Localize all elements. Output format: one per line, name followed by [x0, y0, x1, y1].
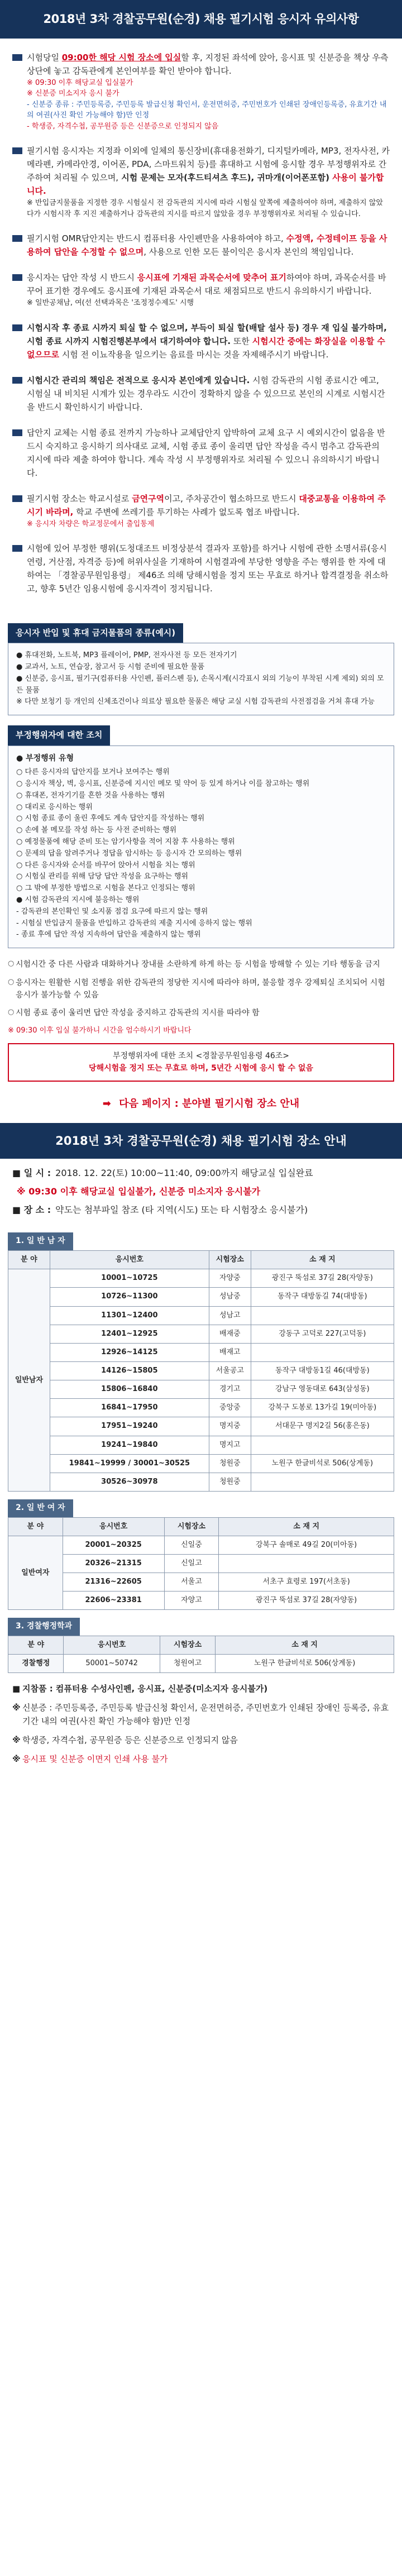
notice-sub: ※ 응시자 차량은 학교정문에서 출입통제 [27, 519, 155, 528]
table-cell: 22606~23381 [63, 1592, 164, 1610]
bottom-note-text: 신분증 : 주민등록증, 주민등록 발급신청 확인서, 운전면허증, 주민번호가 인쇄된 장애인 등록증, 유효기간 내의 여권(사진 확인 가능해야 함)만 인정 [22, 1703, 389, 1727]
notice-item [12, 271, 390, 309]
cheat-item: ○ 그 밖에 부정한 방법으로 시험을 본다고 인정되는 행위 [16, 884, 195, 893]
table-cell: 배재중 [209, 1325, 251, 1343]
notice-text-part: 할 후, 지정된 좌석에 앉아, 응시표 및 신분증을 책상 우측 상단에 놓고 감독관에게 본인여부를 확인 받아야 합니다. [27, 52, 389, 76]
notice-text-part: 시험 감독관의 시험 종료시간 예고, 시험실 내 비치된 시계가 있는 경우라도 시간이 정확하지 않을 수 있으므로 본인의 시계로 시험시간을 반드시 확인하시기 바랍니다. [27, 375, 385, 412]
bottom-note [12, 1733, 390, 1747]
table-row [8, 1399, 394, 1417]
table-cell: 광진구 뚝섬로 37길 28(자양동) [251, 1269, 394, 1288]
promo-item [8, 1007, 394, 1019]
table-row [8, 1655, 394, 1673]
table-general-female [8, 1517, 394, 1610]
square-bullet-icon [12, 54, 22, 61]
cheat-footer-line1: 부정행위자에 대한 조치 <경찰공무원임용령 46조> [112, 1051, 290, 1060]
table-row [8, 1380, 394, 1399]
table-header-cell: 소 재 지 [219, 1517, 394, 1536]
notice-text-part: 필기시험 OMR답안지는 반드시 컴퓨터용 사인펜만을 사용하여야 하고, [27, 233, 286, 244]
cheat-lines [16, 767, 386, 941]
notice-text-part: 하여야 하며, 과목순서를 바꾸어 표기한 경우에도 응시표에 기재된 과목순서 대로 채점되므로 반드시 유의하시기 바랍니다. [27, 273, 386, 297]
notice-text [27, 144, 390, 198]
notice-text [27, 321, 390, 361]
table-header-cell: 분 야 [8, 1517, 63, 1536]
promo-list [8, 958, 394, 1020]
next-page-link[interactable] [0, 1096, 402, 1112]
table-row [8, 1417, 394, 1436]
notice-text-part: 09:00한 해당 시험 장소에 입실 [61, 52, 181, 63]
table-cell: 광진구 뚝섬로 37길 28(자양동) [219, 1592, 394, 1610]
notice-body [27, 426, 390, 480]
table-cell: 경기고 [209, 1380, 251, 1399]
notice-sub: ※ 09:30 이후 해당교실 입실불가 [27, 78, 133, 87]
table-cell: 자양중 [209, 1269, 251, 1288]
table-row [8, 1325, 394, 1343]
table-header-cell: 시험장소 [164, 1517, 219, 1536]
notice-text-part: 시험당일 [27, 52, 62, 63]
next-page-label: 다음 페이지 : 분야별 필기시험 장소 안내 [119, 1097, 300, 1110]
table1-head [8, 1232, 394, 1250]
notice-item [12, 426, 390, 480]
notice-body [27, 492, 390, 530]
notice-text-part: 응시자는 답안 작성 시 반드시 [27, 273, 137, 283]
notice-text-part: 답안지 교체는 시험 종료 전까지 가능하나 교체답안지 압박하여 교체 요구 시 예외시간이 없음을 반드시 숙지하고 응시하기 의사대로 교체, 시험 종료 종이 울리면 답안 작성을 즉시 멈추고 감독관의 지시에 따라 제출 하여야 합니다. 계속 작성 시 부정행위자로 처리될 수 있으니 유의하시기 바랍니다. [27, 427, 385, 478]
square-bullet-icon [12, 324, 22, 331]
promo-item [8, 958, 394, 971]
table3-tag: 3. 경찰행정학과 [8, 1618, 80, 1636]
notice-text-part: 시험 문제는 모자(후드티셔츠 후드), 귀마개(이어폰포함) [118, 173, 333, 183]
table-cell: 17951~19240 [50, 1417, 209, 1436]
promo-item [8, 977, 394, 1002]
table-cell: 강북구 도봉로 13가길 19(미아동) [251, 1399, 394, 1417]
info-value: ※ 09:30 이후 해당교실 입실불가, 신분증 미소지자 응시불가 [17, 1186, 261, 1197]
bottom-notes [0, 1673, 402, 1782]
place-banner: 2018년 3차 경찰공무원(순경) 채용 필기시험 장소 안내 [0, 1123, 402, 1159]
table-cell: 노원구 한글비석로 506(상계동) [216, 1655, 394, 1673]
cheat-item: - 종료 후에 답안 작성 지속하여 답안을 제출하지 않는 행위 [16, 930, 201, 939]
table3-head [8, 1618, 394, 1636]
table-cell [219, 1554, 394, 1573]
table-row [8, 1343, 394, 1361]
table-cell: 성남고 [209, 1306, 251, 1325]
promo-text: 시험 종료 종이 울리면 답안 작성을 중지하고 감독관의 지시를 따라야 함 [16, 1009, 260, 1018]
info-label: ■ 장 소 : [12, 1204, 51, 1215]
page-banner: 2018년 3차 경찰공무원(순경) 채용 필기시험 응시자 유의사항 [0, 0, 402, 39]
table-cell: 10726~11300 [50, 1288, 209, 1306]
cheat-item: ○ 시험 종료 종이 울린 후에도 계속 답안지를 작성하는 행위 [16, 814, 205, 823]
promo-text: 응시자는 원활한 시험 진행을 위한 감독관의 정당한 지시에 따라야 하며, 불응할 경우 강제퇴실 조치되어 시험 응시가 불가능할 수 있음 [16, 978, 385, 1000]
bottom-note [12, 1752, 390, 1766]
table-cell: 30526~30978 [50, 1473, 209, 1491]
bottom-note-text: 지참품 : 컴퓨터용 수성사인펜, 응시표, 신분증(미소지자 응시불가) [22, 1684, 268, 1694]
cheat-item: ○ 손에 볼 메모를 작성 하는 등 사전 준비하는 행위 [16, 826, 177, 835]
table-cell: 14126~15805 [50, 1362, 209, 1380]
table-header-cell: 분 야 [8, 1251, 50, 1269]
bottom-note-mark: ■ [12, 1684, 21, 1694]
table-header-cell: 응시번호 [63, 1517, 164, 1536]
notice-text-part: , 사용으로 인한 모든 불이익은 응시자 본인의 책임입니다. [143, 247, 354, 257]
table-cell: 청원중 [209, 1454, 251, 1473]
notice-list [0, 39, 402, 614]
table-cell: 16841~17950 [50, 1399, 209, 1417]
notice-text-part: 일체의 통신장비(휴대용전화기, 디지털카메라, MP3, 전자사전, 카메라펜, 카메라안경, 이어폰, PDA, 스마트워치 등)를 휴대하고 시험에 응시할 경우 부정행위자로 간주하여 처리될 수 있으며, [27, 146, 390, 183]
circle-bullet-icon: ○ [8, 977, 15, 986]
table-cell [251, 1343, 394, 1361]
notice-item [12, 492, 390, 530]
notice-text-part: 시험시작 후 종료 시까지 퇴실 할 수 없으며, 부득이 퇴실 할(배탈 설사 등) 경우 재 입실 불가하며, 시험 종료 시까지 시험진행본부에서 대기하여야 합니다. [27, 322, 387, 346]
table-cell: 강동구 고덕로 227(고덕동) [251, 1325, 394, 1343]
table-row [8, 1573, 394, 1592]
notice-text-part: 응시표에 기재된 과목순서에 맞추어 표기 [137, 273, 286, 283]
table-row [8, 1269, 394, 1288]
notice-item [12, 374, 390, 414]
notice-body [27, 51, 390, 132]
cheat-item: - 시험실 반입금지 물품을 반입하고 감독관의 제출 지시에 응하지 않는 행위 [16, 919, 252, 928]
table-police-admin [8, 1636, 394, 1673]
table-row [8, 1473, 394, 1491]
table-cell: 11301~12400 [50, 1306, 209, 1325]
table-row [8, 1288, 394, 1306]
square-bullet-icon [12, 147, 22, 154]
bottom-note [12, 1701, 390, 1728]
notice-text [27, 232, 390, 259]
banned-box [8, 643, 394, 715]
table-row [8, 1362, 394, 1380]
table-cell: 10001~10725 [50, 1269, 209, 1288]
cheat-item: ○ 대리로 응시하는 행위 [16, 802, 93, 811]
promo-note: ※ 09:30 이후 입실 불가하니 시간을 엄수하시기 바랍니다 [8, 1026, 192, 1035]
cheat-item: ○ 다른 응시자와 순서를 바꾸어 앉아서 시험을 치는 행위 [16, 861, 195, 869]
table-cell: 명지중 [209, 1417, 251, 1436]
notice-text-part: 금연구역 [132, 493, 165, 504]
table-cell: 성남중 [209, 1288, 251, 1306]
table-cell: 명지고 [209, 1436, 251, 1454]
cheat-section-head [8, 725, 394, 745]
banned-tag: 응시자 반입 및 휴대 금지물품의 종류(예시) [8, 623, 183, 643]
table-cell: 배재고 [209, 1343, 251, 1361]
table-row [8, 1306, 394, 1325]
table-cell [251, 1473, 394, 1491]
notice-sub: ※ 일반공채남, 여(선 선택과목은 '조정정수제도' 시행 [27, 299, 194, 308]
square-bullet-icon [12, 274, 22, 281]
notice-text-part: 수정액, 수정테이프 등을 사용하여 답안을 수정할 수 없으며 [27, 233, 387, 257]
info-label: ■ 일 시 : [12, 1168, 51, 1179]
info-row [12, 1203, 390, 1217]
bottom-note-mark: ※ [12, 1735, 21, 1746]
notice-text [27, 492, 390, 519]
notice-body [27, 542, 390, 595]
square-bullet-icon [12, 545, 22, 552]
notice-text-part: 시험에 있어 부정한 행위(도청대조트 비정상분석 결과자 포함)를 하거나 시험에 관한 소명서류(응시연령, 거산점, 자격증 등)에 허위사실을 기재하여 시험결과에 부당한 영향을 주는 행위를 한 자에 대하여는 「경찰공무원임용령」 제46조 의해 당해시험을 정지 또는 무효로 하거나 합격결정을 취소하고, 향후 5년간 임용시험에 응시자격이 정지됩니다. [27, 543, 389, 594]
table1-tag: 1. 일 반 남 자 [8, 1232, 73, 1250]
table-header-cell: 분 야 [8, 1636, 64, 1655]
table-cell: 청원중 [209, 1473, 251, 1491]
table-cell: 강남구 영동대로 643(삼성동) [251, 1380, 394, 1399]
table-cell: 19841~19999 / 30001~30525 [50, 1454, 209, 1473]
notice-item [12, 542, 390, 595]
notice-text [27, 542, 390, 595]
bottom-note-mark: ※ [12, 1754, 21, 1765]
cheat-item: ○ 다른 응시자의 답안지를 보거나 보여주는 행위 [16, 768, 170, 777]
table2-tag: 2. 일 반 여 자 [8, 1499, 73, 1517]
table-cell: 12401~12925 [50, 1325, 209, 1343]
table-cell: 경찰행정 [8, 1655, 64, 1673]
notice-item [12, 51, 390, 132]
notice-text-part: 필기시험 장소는 학교시설로 [27, 493, 132, 504]
cheat-box [8, 745, 394, 949]
banned-item: ● 신분증, 응시표, 필기구(컴퓨터용 사인펜, 플러스펜 등), 손목시계(시각표시 외의 기능이 부착된 시계 제외) 외의 모든 물품 [16, 674, 384, 695]
notice-item [12, 144, 390, 219]
cheat-head: ● 부정행위 유형 [16, 753, 74, 763]
notice-sub: ※ 반입금지물품을 지정한 경우 시험실시 전 감독관의 지시에 따라 시험실 앞쪽에 제출하여야 하며, 제출하지 않았다가 시험시작 후 지진 제출하거나 감독관의 지시를 따르지 않았을 경우 부정행위자로 처리될 수 있습니다. [27, 199, 383, 218]
table-header-cell: 응시번호 [64, 1636, 160, 1655]
banned-item: ※ 다만 보청기 등 개인의 신체조건이나 의료상 필요한 물품은 해당 교실 시험 감독관의 사전점검을 거쳐 휴대 가능 [16, 697, 375, 706]
notice-text-part: 필기시험 응시자는 지정좌 이외에 [27, 146, 151, 156]
square-bullet-icon [12, 429, 22, 436]
table-category-cell: 일반남자 [8, 1269, 50, 1492]
table-cell: 신일중 [164, 1536, 219, 1554]
bottom-note-mark: ※ [12, 1703, 21, 1713]
cheat-item: ○ 문제의 답을 알려주거나 정답을 암시하는 등 응시자 간 모의하는 행위 [16, 849, 242, 858]
table-general-male [8, 1250, 394, 1492]
table-cell: 21316~22605 [63, 1573, 164, 1592]
bottom-note-text: 학생증, 자격수첩, 공무원증 등은 신분증으로 인정되지 않음 [22, 1735, 238, 1746]
circle-bullet-icon: ○ [8, 959, 15, 968]
notice-sub: ※ 신분증 미소지자 응시 불가 [27, 89, 119, 98]
info-value: 2018. 12. 22(토) 10:00~11:40, 09:00까지 해당교실 입실완료 [55, 1168, 313, 1179]
notice-text-part: 사용이 불가합니다. [27, 173, 384, 197]
table-cell: 서울고 [164, 1573, 219, 1592]
table-cell: 12926~14125 [50, 1343, 209, 1361]
notice-sub: - 신분증 종류 : 주민등록증, 주민등록 발급신청 확인서, 운전면허증, 주민번호가 인쇄된 장애인등록증, 유효기간 내의 여권(사진 확인 가능해야 함)만 인정 [27, 100, 387, 120]
table-row [8, 1554, 394, 1573]
circle-bullet-icon: ○ [8, 1008, 15, 1017]
bottom-note-text: 응시표 및 신분증 이면지 인쇄 사용 불가 [22, 1754, 168, 1765]
table-header-row [8, 1517, 394, 1536]
notice-text [27, 51, 390, 78]
notice-text-part: 또한 [231, 336, 252, 346]
notice-text [27, 426, 390, 480]
notice-body [27, 321, 390, 361]
table2-head [8, 1499, 394, 1517]
cheat-item: ○ 예정물품에 해당 준비 또는 암기사항을 적어 지참 후 사용하는 행위 [16, 838, 235, 846]
notice-text-part: 학교 주변에 쓰레기를 투기하는 사례가 없도록 협조 바랍니다. [73, 506, 300, 517]
info-value: 약도는 첨부파일 참조 (타 지역(시도) 또는 타 시험장소 응시불가) [55, 1204, 308, 1215]
table-cell: 19241~19840 [50, 1436, 209, 1454]
banned-section-head [8, 623, 394, 643]
notice-text-part: 시험 전 이뇨작용을 일으키는 음료를 마시는 것을 자제해주시기 바랍니다. [59, 349, 329, 360]
table-row [8, 1436, 394, 1454]
square-bullet-icon [12, 377, 22, 384]
banned-item: ● 휴대전화, 노트북, MP3 플레이어, PMP, 전자사전 등 모든 전자기기 [16, 651, 237, 660]
table-cell: 서대문구 명지2길 56(홍은동) [251, 1417, 394, 1436]
table-header-row [8, 1636, 394, 1655]
table-cell: 동작구 대방동길 74(대방동) [251, 1288, 394, 1306]
table-header-cell: 소 재 지 [216, 1636, 394, 1655]
notice-sub: - 학생증, 자격수첩, 공무원증 등은 신분증으로 인정되지 않음 [27, 122, 219, 131]
info-row [12, 1167, 390, 1181]
cheat-footer-box [8, 1043, 394, 1082]
arrow-right-icon: ➡ [102, 1097, 111, 1110]
notice-text-part: 시험시간 관리의 책임은 전적으로 응시자 본인에게 있습니다. [27, 375, 250, 385]
notice-item [12, 321, 390, 361]
cheat-item: ○ 응시자 책상, 벽, 응시표, 신분증에 지시인 메모 및 약어 등 있게 하거나 이를 참고하는 행위 [16, 780, 310, 788]
notice-text [27, 271, 390, 298]
cheat-tag: 부정행위자에 대한 조치 [8, 725, 110, 745]
cheat-item: ○ 휴대폰, 전자기기를 흔한 것을 사용하는 행위 [16, 791, 165, 800]
table-cell: 중앙중 [209, 1399, 251, 1417]
table-category-cell: 일반여자 [8, 1536, 63, 1610]
square-bullet-icon [12, 235, 22, 242]
table-row [8, 1592, 394, 1610]
promo-text: 시험시간 중 다른 사람과 대화하거나 장내를 소란하게 하게 하는 등 시험을 방해할 수 있는 기타 행동을 금지 [16, 960, 380, 969]
banned-item: ● 교과서, 노트, 연습장, 참고서 등 시험 준비에 필요한 물품 [16, 663, 205, 672]
table-cell: 50001~50742 [64, 1655, 160, 1673]
notice-item [12, 232, 390, 259]
table-header-cell: 시험장소 [160, 1636, 215, 1655]
table-cell: 서초구 효령로 197(서초동) [219, 1573, 394, 1592]
table-header-cell: 응시번호 [50, 1251, 209, 1269]
notice-body [27, 232, 390, 259]
table-cell [251, 1436, 394, 1454]
exam-info [0, 1159, 402, 1225]
table-cell: 노원구 한글비석로 506(상계동) [251, 1454, 394, 1473]
table-cell: 동작구 대방동1길 46(대방동) [251, 1362, 394, 1380]
table-cell: 자양고 [164, 1592, 219, 1610]
cheat-footer-line2: 당해시험을 정지 또는 무효로 하며, 5년간 시험에 응시 할 수 없음 [89, 1064, 313, 1073]
table-cell: 신일고 [164, 1554, 219, 1573]
table-cell: 강북구 솔매로 49길 20(미아동) [219, 1536, 394, 1554]
table-cell: 20326~21315 [63, 1554, 164, 1573]
table-cell: 서울공고 [209, 1362, 251, 1380]
table-cell [251, 1306, 394, 1325]
notice-text-part: 이고, 주차공간이 협소하므로 반드시 [164, 493, 299, 504]
square-bullet-icon [12, 495, 22, 502]
notice-body [27, 271, 390, 309]
table-row [8, 1536, 394, 1554]
cheat-item: ● 시험 감독관의 지시에 불응하는 행위 [16, 895, 140, 904]
notice-body [27, 144, 390, 219]
notice-text-part: 시험시간 중에는 화장실을 이용할 수 없으므로 [27, 336, 385, 360]
info-row [12, 1185, 390, 1199]
table-header-cell: 소 재 지 [251, 1251, 394, 1269]
cheat-item: ○ 시험실 관리를 위해 담당 답안 작성을 요구하는 행위 [16, 872, 189, 881]
table-header-row [8, 1251, 394, 1269]
table-header-cell: 시험장소 [209, 1251, 251, 1269]
notice-text [27, 374, 390, 414]
cheat-item: - 감독관의 본인확인 및 소지품 점검 요구에 따르지 않는 행위 [16, 907, 208, 916]
table-cell: 20001~20325 [63, 1536, 164, 1554]
bottom-note [12, 1682, 390, 1695]
table-cell: 청원여고 [160, 1655, 215, 1673]
table-row [8, 1454, 394, 1473]
notice-text-part: 대중교통을 이용하여 주시기 바라며, [27, 493, 386, 517]
table-cell: 15806~16840 [50, 1380, 209, 1399]
notice-body [27, 374, 390, 414]
